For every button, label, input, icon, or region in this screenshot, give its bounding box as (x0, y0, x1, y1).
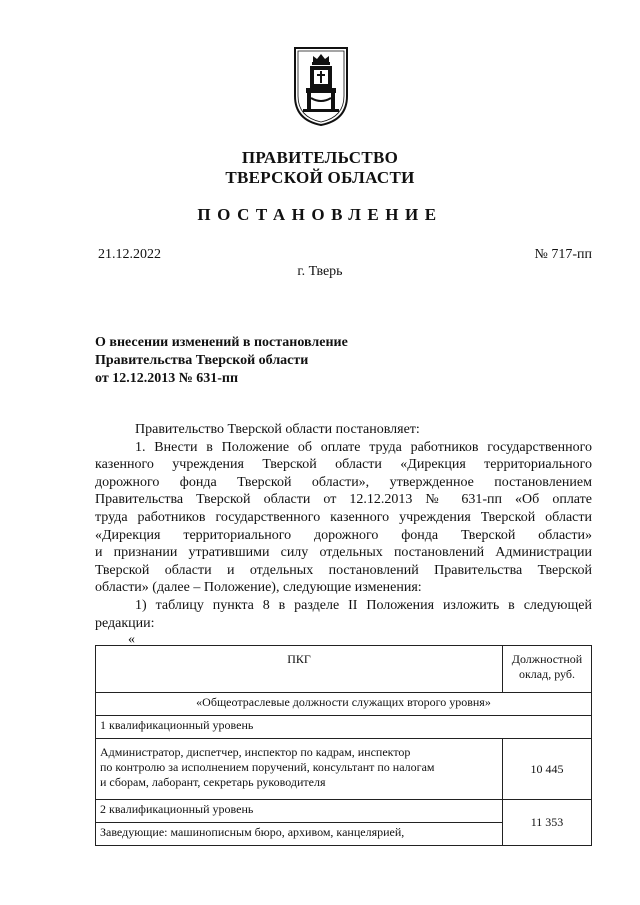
text-line: и признании утратившими силу отдельных постановлений Администрации (95, 545, 592, 561)
salary-cell: 10 445 (503, 739, 592, 800)
level-cell: 2 квалификационный уровень (96, 800, 503, 823)
salary-cell: 11 353 (503, 800, 592, 846)
positions-line: и сборам, лаборант, секретарь руководителя (100, 775, 326, 789)
subject-line: О внесении изменений в постановление (95, 335, 348, 350)
positions-line: по контролю за исполнением поручений, консультант по налогам (100, 760, 435, 774)
header-salary-line: оклад, руб. (518, 667, 576, 681)
document-date: 21.12.2022 (98, 247, 161, 262)
text-line: 1. Внести в Положение об оплате труда работников государственного (135, 439, 592, 455)
salary-table (95, 645, 592, 846)
org-name-line2: ТВЕРСКОЙ ОБЛАСТИ (225, 168, 415, 187)
item-1 (95, 597, 592, 632)
text-line: дорожного фонда Тверской области», утвержденное постановлением (95, 474, 592, 490)
positions-cell: Заведующие: машинописным бюро, архивом, канцелярией, (96, 823, 503, 846)
header-salary (503, 646, 592, 693)
subject-line: Правительства Тверской области (95, 353, 309, 368)
text-line: труда работников государственного казенного учреждения Тверской области (95, 509, 592, 525)
intro-paragraph: Правительство Тверской области постановляет: (135, 422, 420, 437)
document-number: № 717-пп (534, 247, 592, 262)
text-line: казенного учреждения Тверской области «Дирекция территориального (95, 457, 592, 473)
table-header-row (96, 646, 592, 693)
positions-line: Администратор, диспетчер, инспектор по кадрам, инспектор (100, 745, 411, 759)
text-line: области» (далее – Положение), следующие изменения: (95, 580, 422, 596)
text-line: Тверской области и отдельных постановлений Правительства Тверской (95, 562, 592, 578)
table-row (96, 739, 592, 800)
org-name-line1: ПРАВИТЕЛЬСТВО (241, 148, 399, 167)
table-row (96, 716, 592, 739)
text-line: «Дирекция территориального дорожного фонда Тверской области» (95, 527, 592, 543)
tver-coat-of-arms-icon (291, 42, 351, 127)
paragraph-1 (95, 439, 592, 597)
document-body (95, 421, 592, 632)
positions-cell (96, 739, 503, 800)
text-line: Правительства Тверской области от 12.12.2013 № 631-пп «Об оплате (95, 492, 592, 508)
text-line: редакции: (95, 615, 155, 631)
document-type: ПОСТАНОВЛЕНИЕ (197, 205, 443, 224)
subject-line: от 12.12.2013 № 631-пп (95, 371, 239, 386)
header-salary-line: Должностной (511, 652, 583, 666)
level-cell: 1 квалификационный уровень (96, 716, 592, 739)
header-pkg: ПКГ (96, 646, 503, 693)
document-subject (95, 334, 348, 388)
table-row (96, 800, 592, 823)
text-line: 1) таблицу пункта 8 в разделе II Положения изложить в следующей (135, 597, 592, 613)
document-city: г. Тверь (297, 264, 343, 279)
group-title: «Общеотраслевые должности служащих второго уровня» (96, 693, 592, 716)
table-group-row (96, 693, 592, 716)
opening-quote: « (128, 632, 135, 647)
